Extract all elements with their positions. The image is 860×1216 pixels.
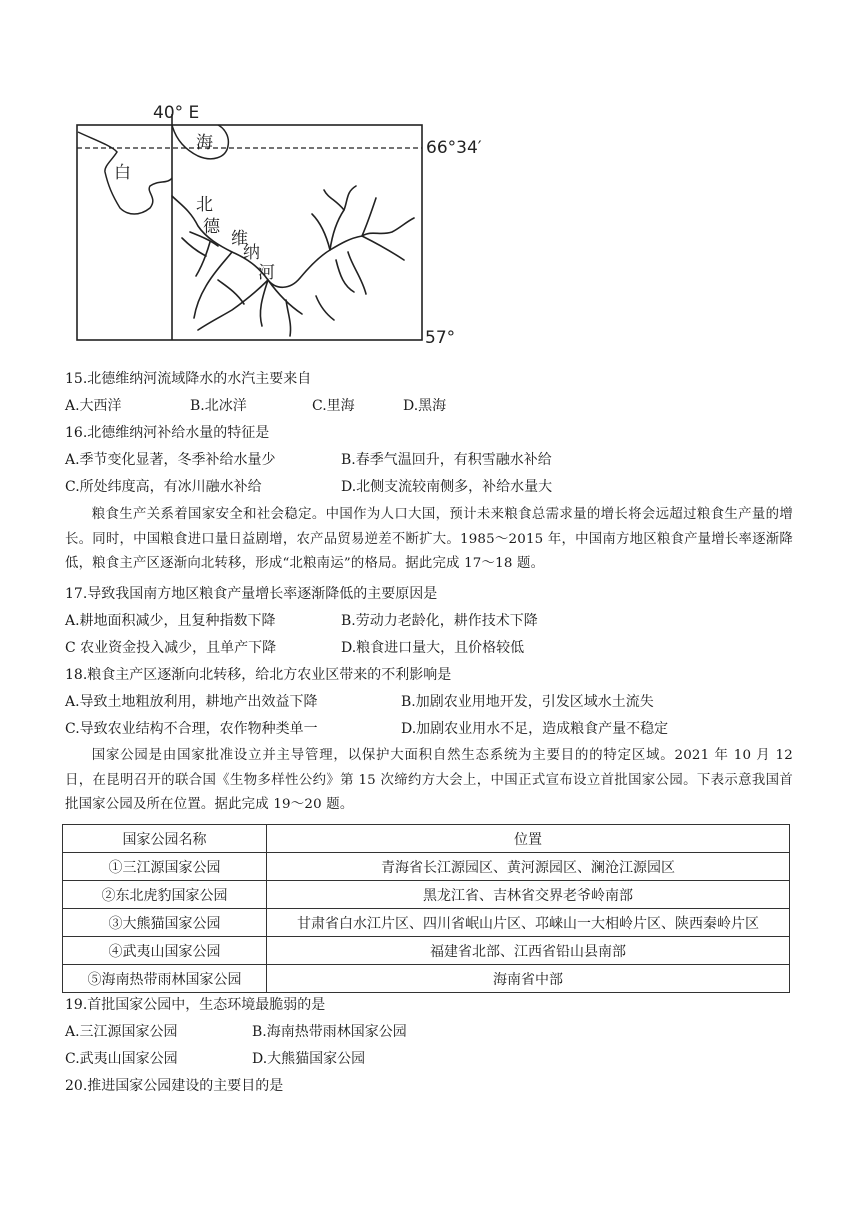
table-row — [63, 965, 790, 993]
table-row — [63, 853, 790, 881]
south-latitude-label: 57° — [425, 328, 456, 348]
q18-option-b[interactable]: B.加剧农业用地开发，引发区域水土流失 — [401, 694, 654, 710]
q19-option-a[interactable]: A.三江源国家公园 — [65, 1024, 178, 1040]
q19-option-c[interactable]: C.武夷山国家公园 — [65, 1051, 178, 1067]
q17-stem: 17.导致我国南方地区粮食产量增长率逐渐降低的主要原因是 — [65, 586, 438, 602]
river-label-char-4: 纳 — [243, 243, 260, 263]
q15-option-b[interactable]: B.北冰洋 — [190, 398, 247, 414]
table-header-row — [63, 825, 790, 853]
q19-stem: 19.首批国家公园中，生态环境最脆弱的是 — [65, 997, 326, 1013]
table-row — [63, 909, 790, 937]
sea-label-char-1: 白 — [114, 163, 131, 183]
table-row — [63, 937, 790, 965]
q15-option-a[interactable]: A.大西洋 — [65, 398, 122, 414]
river-label-char-2: 德 — [203, 217, 220, 237]
table-cell-park-location: 黑龙江省、吉林省交界老爷岭南部 — [267, 881, 790, 909]
longitude-label: 40° E — [153, 103, 200, 123]
table-cell-park-location: 青海省长江源园区、黄河源园区、澜沧江源园区 — [267, 853, 790, 881]
q15-stem: 15.北德维纳河流域降水的水汽主要来自 — [65, 371, 312, 387]
q19-option-b[interactable]: B.海南热带雨林国家公园 — [252, 1024, 407, 1040]
table-cell-park-name: ①三江源国家公园 — [63, 853, 267, 881]
q16-option-a[interactable]: A.季节变化显著，冬季补给水量少 — [65, 452, 276, 468]
table-cell-park-name: ③大熊猫国家公园 — [63, 909, 267, 937]
sea-label-char-2: 海 — [196, 133, 213, 153]
national-park-table — [62, 824, 790, 993]
q18-option-d[interactable]: D.加剧农业用水不足，造成粮食产量不稳定 — [401, 721, 669, 737]
table-cell-park-name: ④武夷山国家公园 — [63, 937, 267, 965]
q15-option-c[interactable]: C.里海 — [312, 398, 355, 414]
river-label-char-1: 北 — [196, 195, 213, 215]
arctic-circle-latitude-label: 66°34′ — [426, 138, 482, 158]
q16-stem: 16.北德维纳河补给水量的特征是 — [65, 425, 270, 441]
table-row — [63, 881, 790, 909]
q17-option-c[interactable]: C 农业资金投入减少，且单产下降 — [65, 640, 277, 656]
q17-option-b[interactable]: B.劳动力老龄化，耕作技术下降 — [341, 613, 538, 629]
table-cell-park-location: 甘肃省白水江片区、四川省岷山片区、邛崃山一大相岭片区、陕西秦岭片区 — [267, 909, 790, 937]
table-cell-park-location: 福建省北部、江西省铅山县南部 — [267, 937, 790, 965]
grain-passage: 粮食生产关系着国家安全和社会稳定。中国作为人口大国，预计未来粮食总需求量的增长将会远超过粮食生产量的增长。同时，中国粮食进口量日益剧增，农产品贸易逆差不断扩大。1985～2015 年，中国南方地区粮食产量增长率逐渐降低，粮食主产区逐渐向北转移，形成“北粮南运”的格局。据此完成 17～18 题。 — [65, 507, 793, 571]
q15-option-d[interactable]: D.黑海 — [403, 398, 447, 414]
table-header-name: 国家公园名称 — [63, 825, 267, 853]
q18-option-c[interactable]: C.导致农业结构不合理，农作物种类单一 — [65, 721, 318, 737]
table-cell-park-name: ②东北虎豹国家公园 — [63, 881, 267, 909]
q18-option-a[interactable]: A.导致土地粗放利用，耕地产出效益下降 — [65, 694, 318, 710]
q16-option-d[interactable]: D.北侧支流较南侧多，补给水量大 — [341, 479, 553, 495]
river-label-char-3: 维 — [231, 229, 248, 249]
q19-option-d[interactable]: D.大熊猫国家公园 — [252, 1051, 366, 1067]
q17-option-a[interactable]: A.耕地面积减少，且复种指数下降 — [65, 613, 276, 629]
q20-stem: 20.推进国家公园建设的主要目的是 — [65, 1078, 284, 1094]
q16-option-c[interactable]: C.所处纬度高，有冰川融水补给 — [65, 479, 262, 495]
table-cell-park-name: ⑤海南热带雨林国家公园 — [63, 965, 267, 993]
river-label-char-5: 河 — [258, 263, 275, 283]
q18-stem: 18.粮食主产区逐渐向北转移，给北方农业区带来的不利影响是 — [65, 667, 452, 683]
national-park-passage: 国家公园是由国家批准设立并主导管理，以保护大面积自然生态系统为主要目的的特定区域。2021 年 10 月 12 日，在昆明召开的联合国《生物多样性公约》第 15 次缔约方大会上，中国正式宣布设立首批国家公园。下表示意我国首批国家公园及所在位置。据此完成 19～20 题。 — [65, 748, 793, 812]
table-cell-park-location: 海南省中部 — [267, 965, 790, 993]
q16-option-b[interactable]: B.春季气温回升，有积雪融水补给 — [341, 452, 552, 468]
q17-option-d[interactable]: D.粮食进口量大，且价格较低 — [341, 640, 525, 656]
table-header-location: 位置 — [267, 825, 790, 853]
